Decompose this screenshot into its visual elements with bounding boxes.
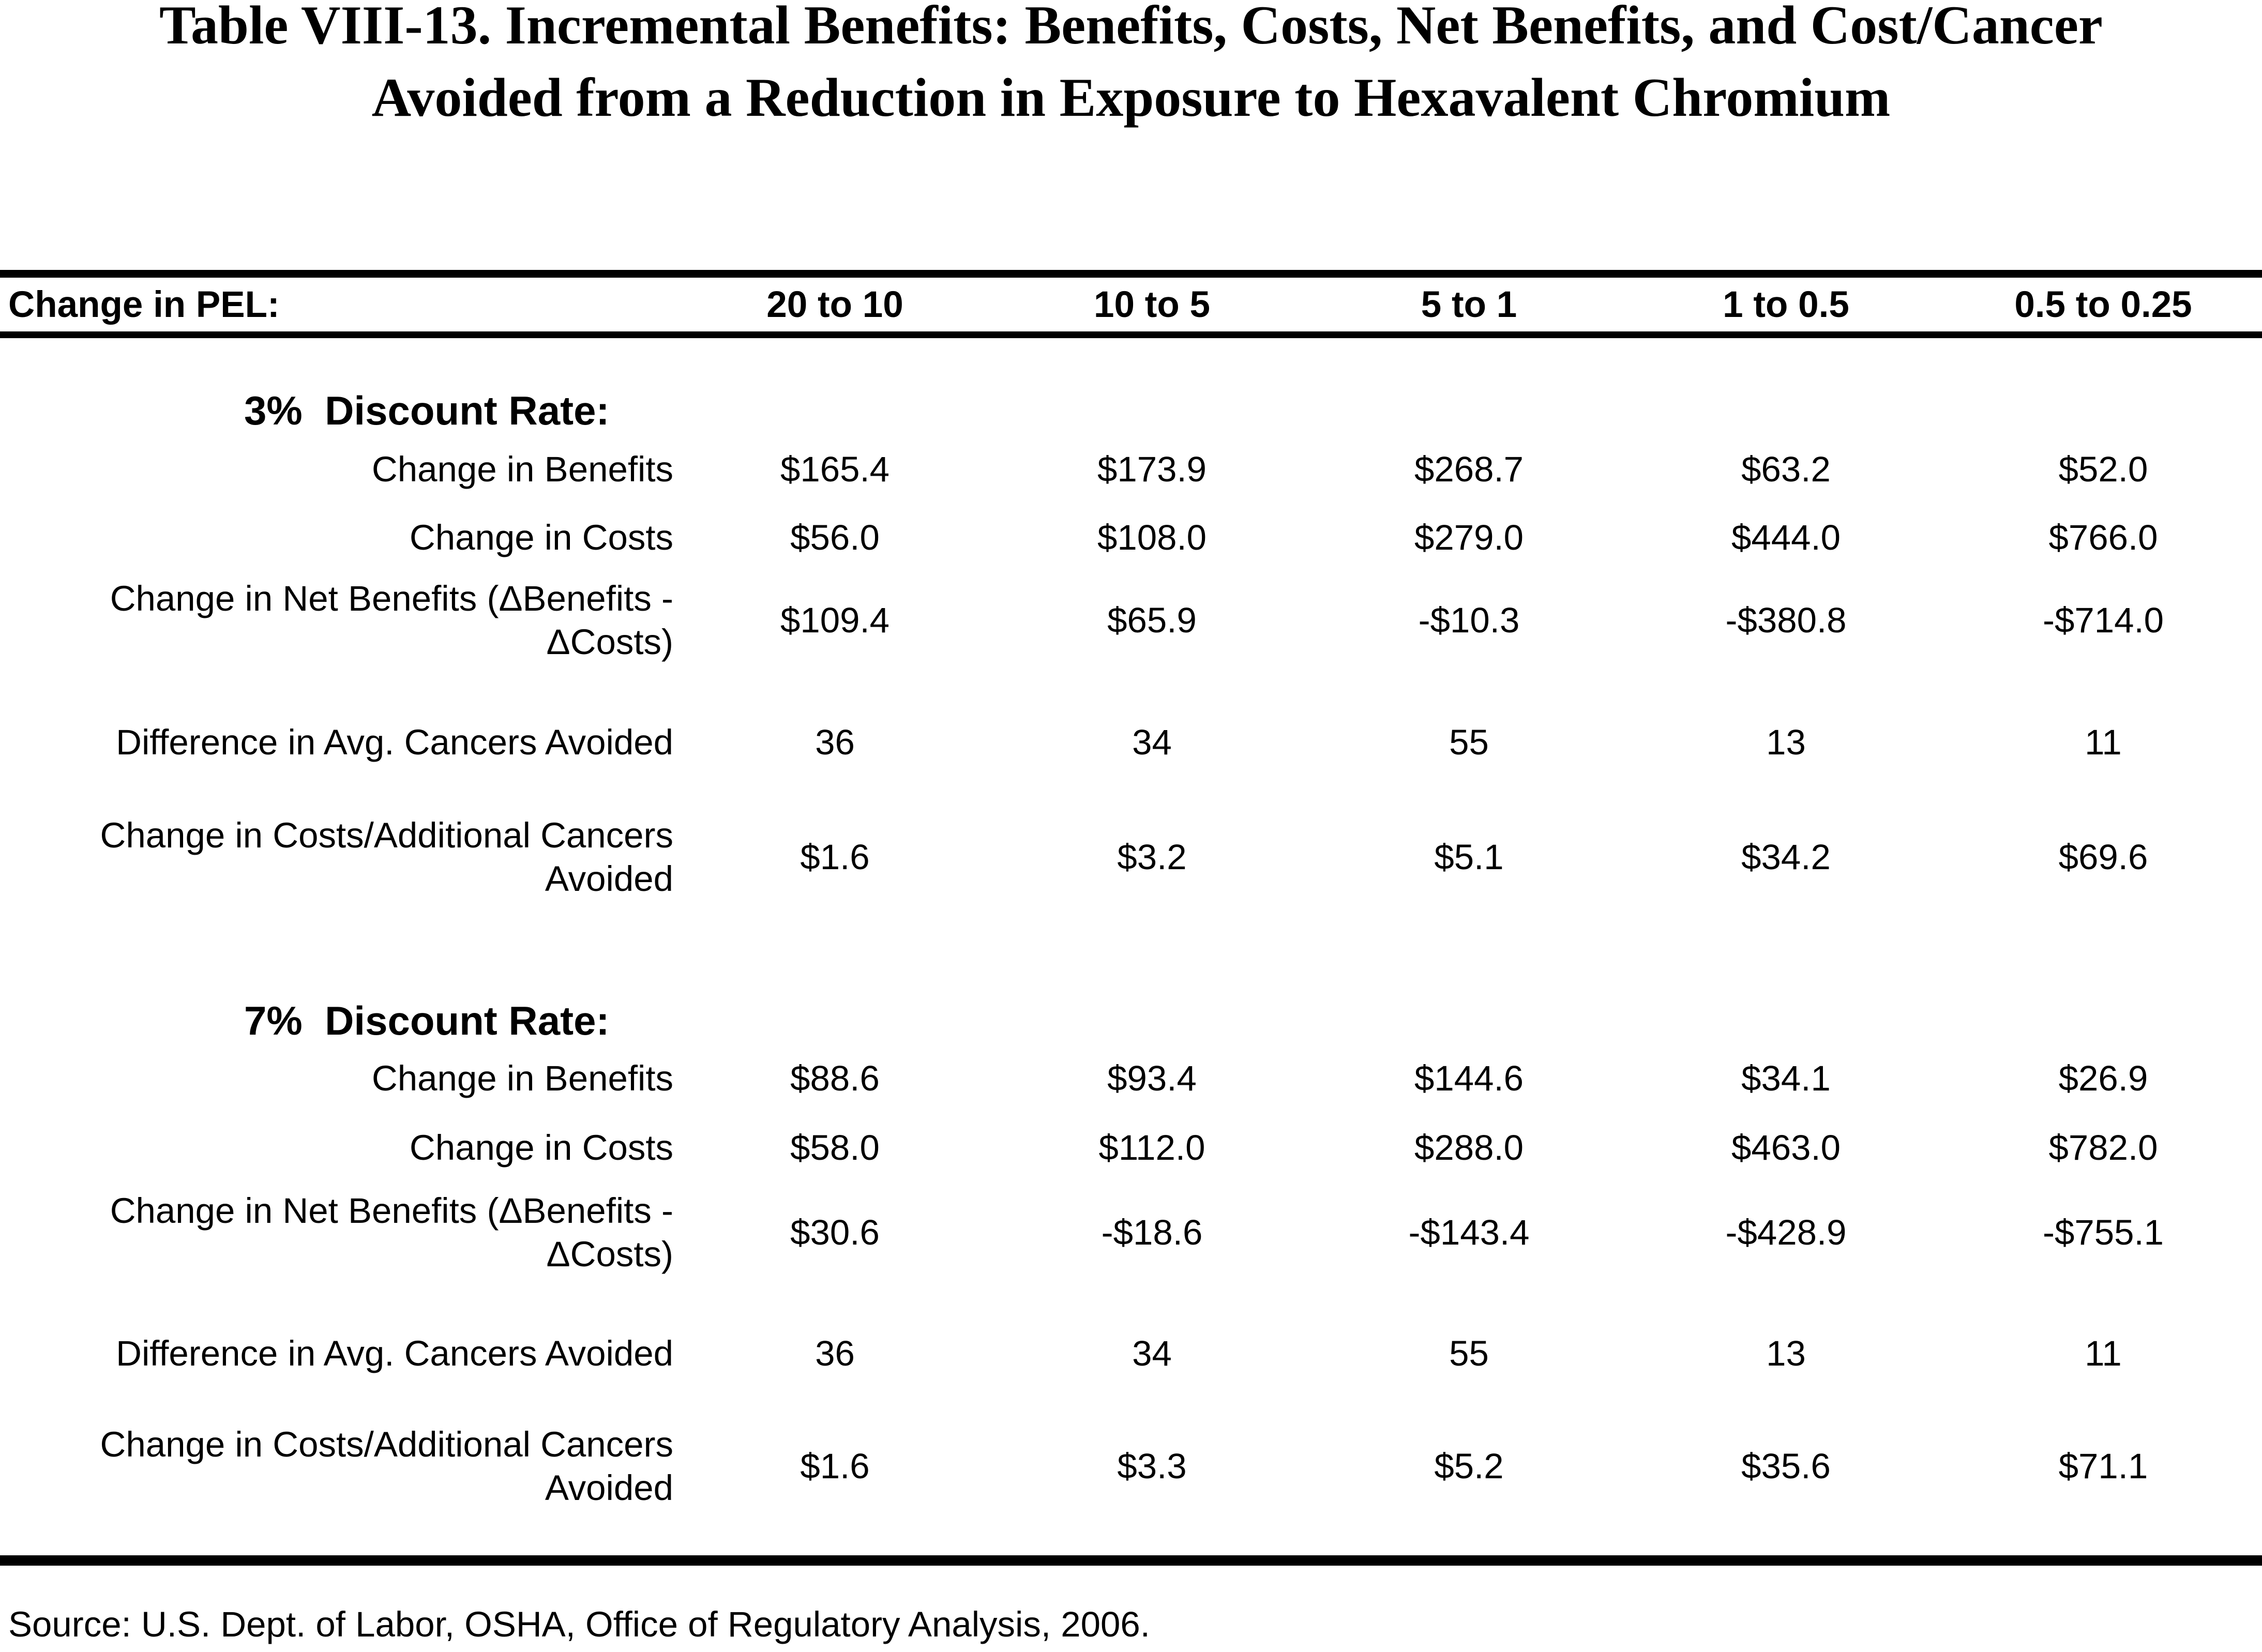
row-label-line: Change in Costs/Additional Cancers <box>100 815 673 855</box>
value-cell: 34 <box>1132 722 1172 762</box>
value-cell: $3.3 <box>1117 1446 1187 1486</box>
row-label <box>0 1332 676 1375</box>
row-label-line: Change in Costs <box>409 518 673 557</box>
column-header-10-to-5: 10 to 5 <box>1094 284 1210 325</box>
row-label-line: Change in Benefits <box>371 1058 673 1098</box>
value-cell: $34.2 <box>1741 837 1831 877</box>
row-label-line: Change in Net Benefits (ΔBenefits - <box>110 579 673 618</box>
column-header-5-to-1: 5 to 1 <box>1421 284 1517 325</box>
section-heading-3pct: 3% Discount Rate: <box>244 388 610 433</box>
table-row-3pct-change-in-costs <box>0 516 2262 559</box>
value-cell: 36 <box>815 1333 855 1373</box>
row-label-line: Avoided <box>545 859 673 899</box>
value-cell: $30.6 <box>790 1213 880 1252</box>
value-cell: $65.9 <box>1107 600 1197 640</box>
row-label-line: Change in Costs/Additional Cancers <box>100 1424 673 1464</box>
value-cell: $173.9 <box>1097 449 1207 489</box>
source-note: Source: U.S. Dept. of Labor, OSHA, Office of Regulatory Analysis, 2006. <box>8 1604 1150 1644</box>
value-cell: $444.0 <box>1731 518 1841 557</box>
header-bottom-rule <box>0 331 2262 338</box>
value-cell: -$18.6 <box>1101 1213 1203 1252</box>
value-cell: $93.4 <box>1107 1058 1197 1098</box>
value-cell: -$428.9 <box>1725 1213 1847 1252</box>
value-cell: $26.9 <box>2058 1058 2148 1098</box>
table-bottom-rule <box>0 1555 2262 1566</box>
row-label <box>0 1057 676 1100</box>
value-cell: $165.4 <box>780 449 890 489</box>
row-label-line: Avoided <box>545 1468 673 1508</box>
value-cell: 55 <box>1449 722 1489 762</box>
table-row-7pct-costs-per-additional-cancer <box>0 1423 2262 1510</box>
table-row-7pct-change-in-costs <box>0 1126 2262 1170</box>
value-cell: $58.0 <box>790 1128 880 1168</box>
value-cell: -$10.3 <box>1418 600 1520 640</box>
value-cell: 11 <box>2085 722 2122 762</box>
value-cell: 36 <box>815 722 855 762</box>
table-top-rule <box>0 270 2262 278</box>
value-cell: $1.6 <box>800 837 870 877</box>
value-cell: -$755.1 <box>2042 1213 2164 1252</box>
value-cell: $3.2 <box>1117 837 1187 877</box>
value-cell: $5.2 <box>1434 1446 1504 1486</box>
table-title-line-2: Avoided from a Reduction in Exposure to Hexavalent Chromium <box>371 67 1891 128</box>
value-cell: 13 <box>1766 1333 1806 1373</box>
row-label-line: Difference in Avg. Cancers Avoided <box>116 1333 673 1373</box>
row-label <box>0 1189 676 1276</box>
value-cell: 11 <box>2085 1333 2122 1373</box>
value-cell: $112.0 <box>1098 1128 1205 1168</box>
table-row-3pct-difference-cancers-avoided <box>0 721 2262 764</box>
value-cell: $108.0 <box>1097 518 1207 557</box>
row-label <box>0 1423 676 1510</box>
table-title-line-1: Table VIII-13. Incremental Benefits: Benefits, Costs, Net Benefits, and Cost/Cancer <box>159 0 2103 55</box>
value-cell: $71.1 <box>2058 1446 2148 1486</box>
row-label-line: ΔCosts) <box>546 622 673 662</box>
table-row-3pct-costs-per-additional-cancer <box>0 814 2262 901</box>
value-cell: $88.6 <box>790 1058 880 1098</box>
column-header-1-to-0.5: 1 to 0.5 <box>1723 284 1849 325</box>
value-cell: $463.0 <box>1731 1128 1841 1168</box>
row-label-line: Change in Net Benefits (ΔBenefits - <box>110 1191 673 1231</box>
row-label-line: ΔCosts) <box>546 1234 673 1274</box>
value-cell: $35.6 <box>1741 1446 1831 1486</box>
value-cell: 13 <box>1766 722 1806 762</box>
table-row-7pct-difference-cancers-avoided <box>0 1332 2262 1375</box>
value-cell: $144.6 <box>1414 1058 1524 1098</box>
row-label <box>0 516 676 559</box>
value-cell: 55 <box>1449 1333 1489 1373</box>
value-cell: -$714.0 <box>2042 600 2164 640</box>
value-cell: $52.0 <box>2058 449 2148 489</box>
header-change-in-pel: Change in PEL: <box>8 284 280 325</box>
value-cell: $766.0 <box>2048 518 2158 557</box>
value-cell: -$380.8 <box>1725 600 1847 640</box>
table-header-row <box>0 279 2262 331</box>
value-cell: $69.6 <box>2058 837 2148 877</box>
row-label-line: Change in Costs <box>409 1128 673 1168</box>
value-cell: $268.7 <box>1414 449 1524 489</box>
row-label <box>0 721 676 764</box>
row-label <box>0 577 676 664</box>
value-cell: $34.1 <box>1741 1058 1831 1098</box>
value-cell: $782.0 <box>2048 1128 2158 1168</box>
column-header-20-to-10: 20 to 10 <box>766 284 903 325</box>
value-cell: $288.0 <box>1414 1128 1524 1168</box>
row-label-line: Change in Benefits <box>371 449 673 489</box>
table-row-3pct-change-in-net-benefits <box>0 577 2262 664</box>
column-header-0.5-to-0.25: 0.5 to 0.25 <box>2014 284 2192 325</box>
value-cell: -$143.4 <box>1408 1213 1530 1252</box>
value-cell: $63.2 <box>1741 449 1831 489</box>
row-label <box>0 1126 676 1170</box>
value-cell: $1.6 <box>800 1446 870 1486</box>
section-heading-7pct: 7% Discount Rate: <box>244 998 610 1043</box>
value-cell: $279.0 <box>1414 518 1524 557</box>
row-label-line: Difference in Avg. Cancers Avoided <box>116 722 673 762</box>
table-row-7pct-change-in-net-benefits <box>0 1189 2262 1276</box>
table-row-3pct-change-in-benefits <box>0 448 2262 491</box>
value-cell: $109.4 <box>780 600 890 640</box>
value-cell: $5.1 <box>1434 837 1504 877</box>
row-label <box>0 814 676 901</box>
value-cell: 34 <box>1132 1333 1172 1373</box>
row-label <box>0 448 676 491</box>
value-cell: $56.0 <box>790 518 880 557</box>
table-row-7pct-change-in-benefits <box>0 1057 2262 1100</box>
